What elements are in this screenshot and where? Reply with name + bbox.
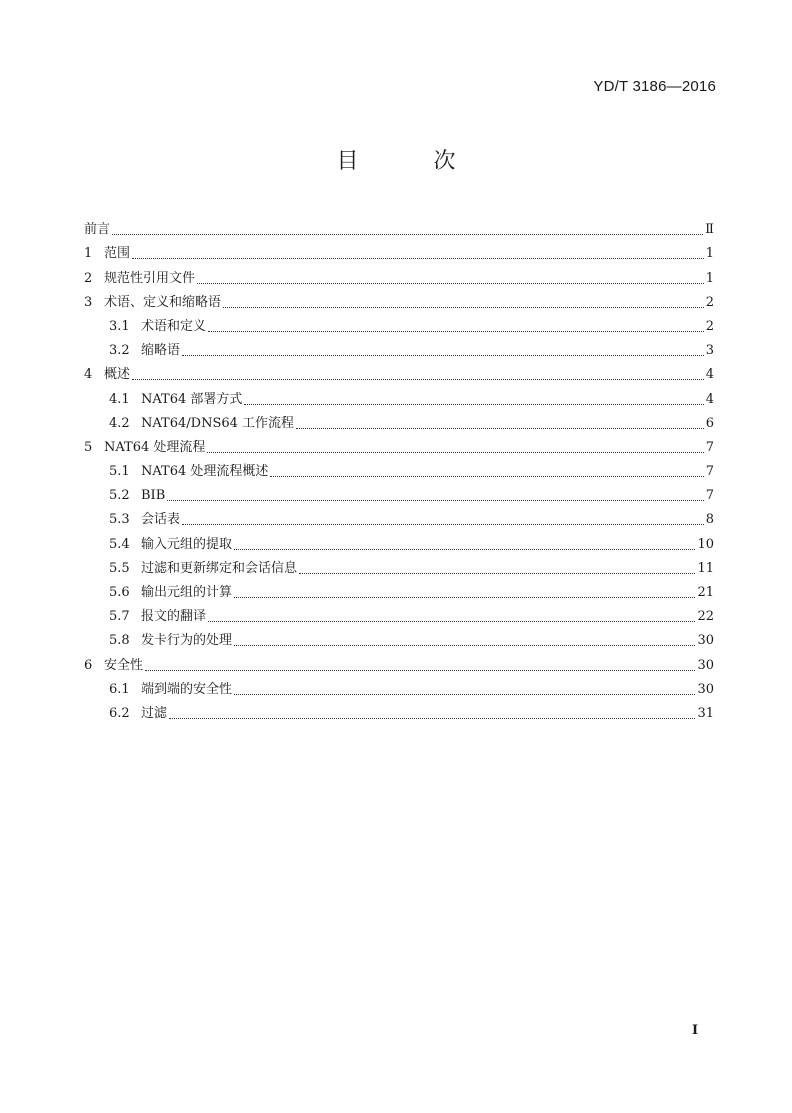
dot-leader [112, 233, 703, 235]
dot-leader [169, 717, 695, 719]
toc-entry-number: 6.1 [109, 681, 130, 697]
toc-entry-number: 5.3 [109, 512, 130, 528]
toc-entry[interactable] [84, 432, 714, 456]
toc-entry[interactable] [84, 674, 714, 698]
toc-entry[interactable] [84, 553, 714, 577]
toc-entry-page: 7 [705, 439, 714, 455]
toc-entry-label: NAT64 处理流程 [104, 439, 206, 455]
toc-entry-label: 缩略语 [141, 343, 181, 359]
toc-entry[interactable] [84, 480, 714, 504]
toc-entry-number: 5.2 [109, 488, 130, 504]
toc-entry-label: 前言 [84, 222, 111, 238]
dot-leader [145, 669, 695, 671]
toc-entry-label: 报文的翻译 [141, 609, 207, 625]
toc-entry-number: 4.2 [109, 415, 130, 431]
toc-entry-page: 1 [705, 246, 714, 262]
toc-entry-label: 术语和定义 [141, 318, 207, 334]
toc-entry-label: 规范性引用文件 [104, 270, 196, 286]
toc-entry[interactable] [84, 262, 714, 286]
toc-entry-number: 5 [84, 439, 93, 455]
toc-entry-page: 2 [705, 318, 714, 334]
toc-entry-number: 4.1 [109, 391, 130, 407]
toc-entry-number: 5.7 [109, 609, 130, 625]
toc-entry[interactable] [84, 359, 714, 383]
toc-entry[interactable] [84, 456, 714, 480]
toc-entry-page: 31 [697, 705, 714, 721]
toc-entry-page: 22 [697, 609, 714, 625]
dot-leader [223, 306, 704, 308]
toc-entry-page: Ⅱ [705, 222, 714, 238]
dot-leader [182, 354, 704, 356]
toc-entry-label: 输入元组的提取 [141, 536, 233, 552]
toc-entry-label: 端到端的安全性 [141, 681, 233, 697]
dot-leader [234, 644, 695, 646]
dot-leader [299, 572, 695, 574]
toc-entry[interactable] [84, 698, 714, 722]
toc-entry-page: 7 [705, 464, 714, 480]
toc-entry-number: 5.5 [109, 560, 130, 576]
toc-entry[interactable] [84, 335, 714, 359]
toc-entry-page: 7 [705, 488, 714, 504]
toc-entry-number: 6 [84, 657, 93, 673]
toc-entry-label: NAT64 处理流程概述 [141, 464, 269, 480]
toc-entry-number: 2 [84, 270, 93, 286]
toc-entry-label: 输出元组的计算 [141, 585, 233, 600]
dot-leader [234, 596, 695, 598]
toc-entry[interactable] [84, 214, 714, 238]
table-of-contents [84, 214, 714, 722]
toc-entry-label: 发卡行为的处理 [141, 633, 233, 649]
toc-entry-label: BIB [141, 488, 166, 504]
toc-entry[interactable] [84, 601, 714, 625]
toc-entry-page: 30 [697, 657, 714, 673]
toc-entry-number: 5.4 [109, 536, 130, 552]
toc-entry-label: NAT64/DNS64 工作流程 [141, 415, 295, 431]
toc-entry[interactable] [84, 408, 714, 432]
toc-entry[interactable] [84, 238, 714, 262]
dot-leader [208, 620, 695, 622]
dot-leader [234, 693, 695, 695]
toc-entry[interactable] [84, 287, 714, 311]
toc-entry-label: 范围 [104, 246, 131, 262]
toc-entry-page: 4 [705, 391, 714, 407]
toc-entry-label: 安全性 [104, 657, 144, 673]
toc-entry-label: 过滤和更新绑定和会话信息 [141, 560, 298, 576]
toc-entry-page: 11 [697, 560, 714, 576]
toc-entry-label: 过滤 [141, 705, 168, 721]
toc-entry-page: 3 [705, 343, 714, 359]
document-code: YD/T 3186—2016 [593, 78, 716, 95]
toc-entry[interactable] [84, 311, 714, 335]
toc-entry[interactable] [84, 649, 714, 673]
dot-leader [296, 427, 704, 429]
toc-entry-number: 3.1 [109, 318, 130, 334]
dot-leader [182, 523, 704, 525]
dot-leader [234, 548, 695, 550]
toc-entry[interactable] [84, 577, 714, 601]
toc-entry[interactable] [84, 625, 714, 649]
toc-entry-page: 2 [705, 294, 714, 310]
toc-entry-number: 5.8 [109, 633, 130, 649]
toc-entry-page: 6 [705, 415, 714, 431]
toc-entry[interactable] [84, 383, 714, 407]
toc-entry-label: 概述 [104, 367, 131, 383]
toc-entry-page: 8 [705, 512, 714, 528]
dot-leader [270, 475, 703, 477]
dot-leader [132, 257, 704, 259]
dot-leader [197, 282, 704, 284]
toc-entry-page: 4 [705, 367, 714, 383]
dot-leader [132, 378, 704, 380]
toc-entry-number: 3 [84, 294, 93, 310]
toc-entry-number: 6.2 [109, 705, 130, 721]
page-title: 目 次 [336, 149, 490, 174]
toc-entry-page: 30 [697, 633, 714, 649]
page-number: I [692, 1023, 699, 1038]
toc-entry-number: 4 [84, 367, 93, 383]
toc-entry-number: 3.2 [109, 343, 130, 359]
toc-entry-page: 1 [705, 270, 714, 286]
toc-entry-page: 30 [697, 681, 714, 697]
toc-entry[interactable] [84, 528, 714, 552]
dot-leader [208, 330, 704, 332]
dot-leader [207, 451, 703, 453]
toc-entry-number: 5.1 [109, 464, 130, 480]
toc-entry-page: 10 [697, 536, 714, 552]
dot-leader [244, 403, 703, 405]
toc-entry-number: 1 [84, 246, 93, 262]
toc-entry-label: 会话表 [141, 512, 181, 528]
toc-entry-label: NAT64 部署方式 [141, 391, 243, 407]
toc-entry-page: 21 [697, 585, 714, 600]
toc-entry-number: 5.6 [109, 585, 130, 600]
toc-entry-label: 术语、定义和缩略语 [104, 294, 222, 310]
toc-entry[interactable] [84, 504, 714, 528]
dot-leader [167, 499, 703, 501]
